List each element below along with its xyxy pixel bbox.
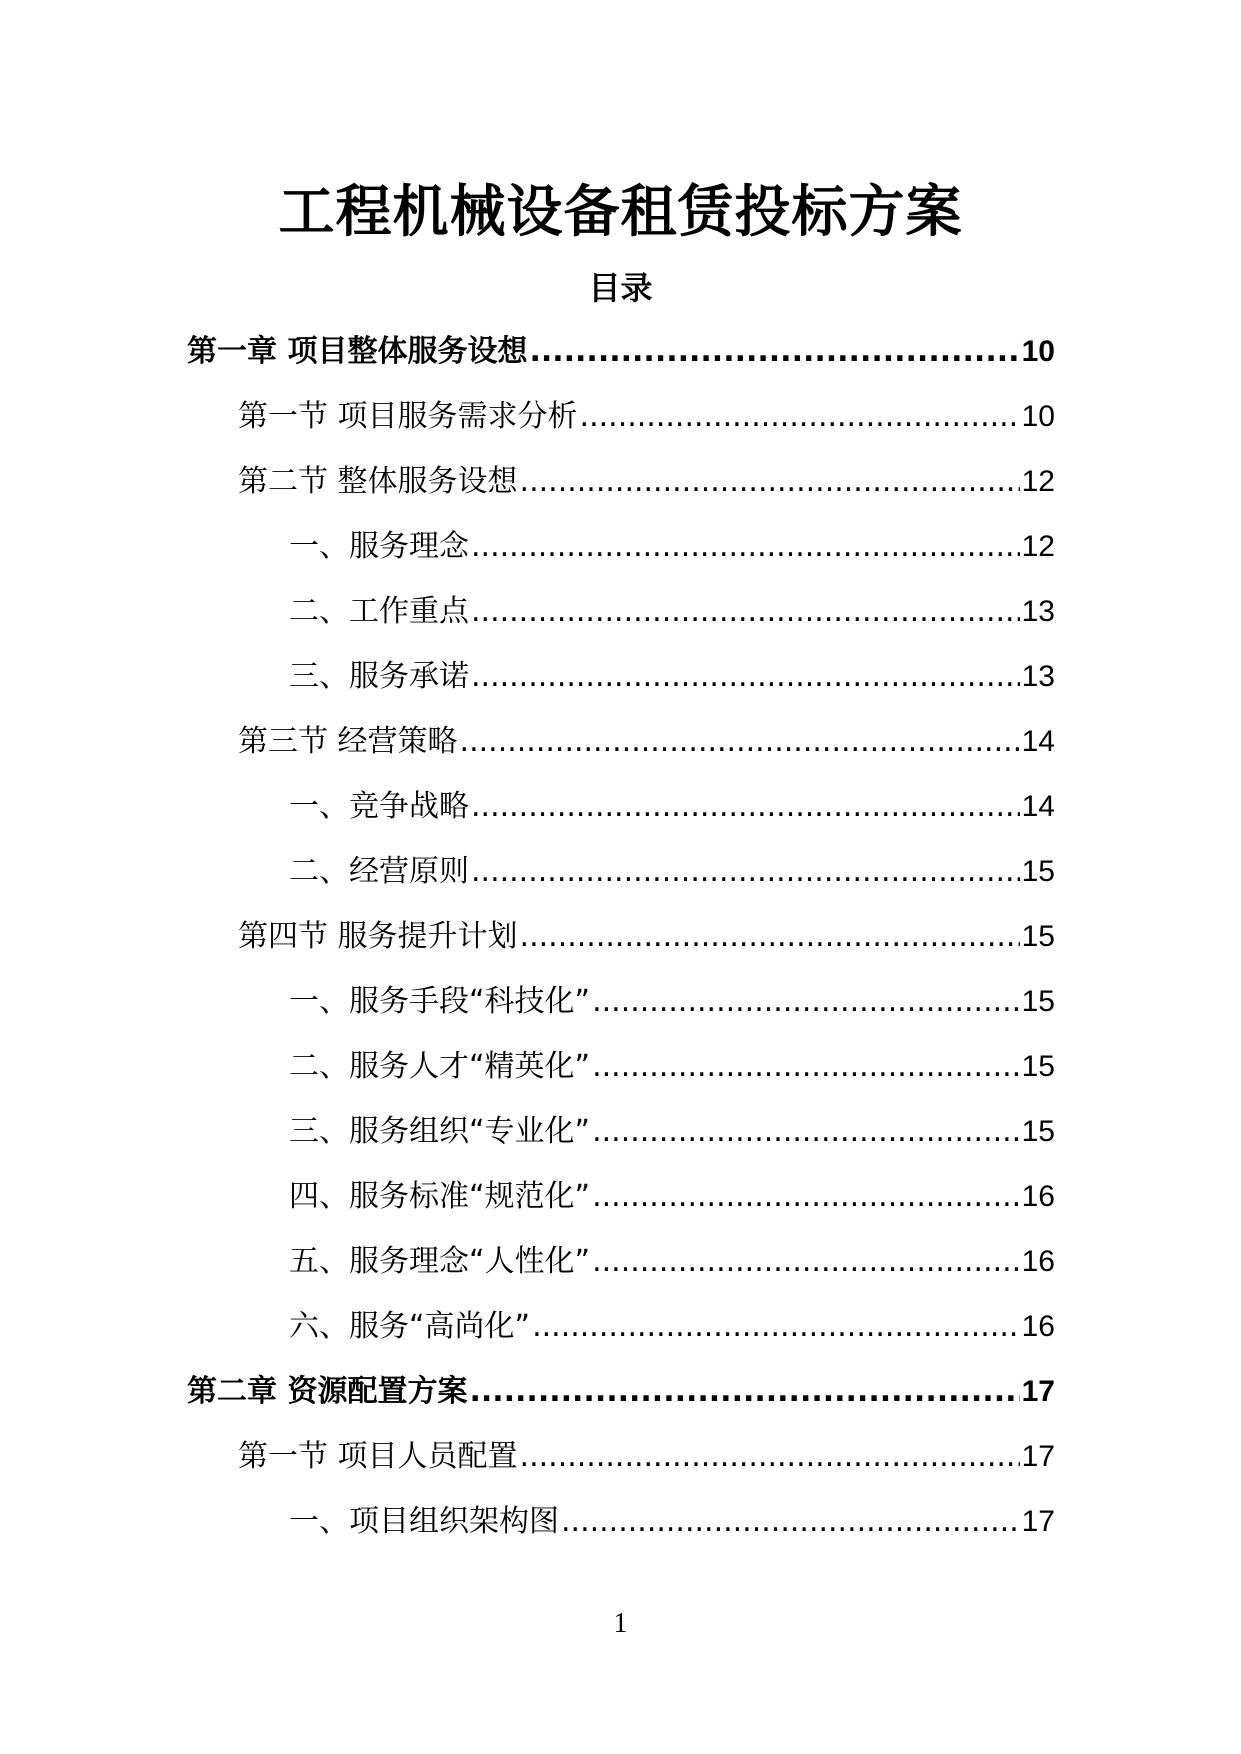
toc-entry-subsection[interactable] [187, 1240, 1055, 1305]
toc-entry-label: 一、服务理念 [289, 529, 469, 564]
toc-dot-leader [592, 1240, 1020, 1284]
toc-entry-subsection[interactable] [187, 1110, 1055, 1175]
toc-dot-leader [469, 1370, 1019, 1414]
toc-entry-section[interactable] [187, 720, 1055, 785]
toc-entry-page: 14 [1021, 790, 1055, 823]
toc-dot-leader [592, 1175, 1020, 1219]
toc-entry-page: 16 [1021, 1245, 1055, 1278]
page-number: 1 [613, 1608, 628, 1639]
toc-dot-leader [561, 1500, 1020, 1544]
toc-entry-subsection[interactable] [187, 1500, 1055, 1565]
page-title: 工程机械设备租赁投标方案 [278, 180, 963, 245]
toc-dot-leader [471, 785, 1020, 829]
toc-entry-label: 二、服务人才“精英化” [289, 1049, 591, 1084]
toc-dot-leader [471, 590, 1020, 634]
toc-entry-label: 二、经营原则 [289, 854, 469, 889]
toc-entry-section[interactable] [187, 1435, 1055, 1500]
toc-entry-label: 二、工作重点 [289, 594, 469, 629]
toc-entry-label: 一、竞争战略 [289, 789, 469, 824]
toc-dot-leader [520, 460, 1020, 504]
toc-entry-page: 12 [1021, 530, 1055, 563]
toc-entry-label: 第二章 资源配置方案 [187, 1374, 468, 1409]
toc-entry-label: 第一节 项目人员配置 [238, 1439, 518, 1474]
toc-dot-leader [471, 655, 1020, 699]
toc-dot-leader [580, 395, 1020, 439]
toc-entry-subsection[interactable] [187, 1045, 1055, 1110]
toc-dot-leader [460, 720, 1020, 764]
toc-entry-label: 三、服务承诺 [289, 659, 469, 694]
toc-entry-section[interactable] [187, 915, 1055, 980]
toc-entry-page: 13 [1021, 595, 1055, 628]
toc-entry-section[interactable] [187, 460, 1055, 525]
toc-dot-leader [592, 1110, 1020, 1154]
toc-entry-label: 三、服务组织“专业化” [289, 1114, 591, 1149]
toc-entry-chapter-2[interactable] [187, 1370, 1055, 1435]
toc-dot-leader [532, 1305, 1020, 1349]
toc-entry-page: 17 [1021, 1505, 1055, 1538]
toc-entry-chapter-1[interactable] [187, 330, 1055, 395]
toc-heading: 目录 [588, 269, 653, 307]
toc-entry-label: 第一章 项目整体服务设想 [187, 334, 528, 369]
toc-entry-page: 12 [1021, 465, 1055, 498]
toc-entry-page: 15 [1021, 1115, 1055, 1148]
toc-entry-label: 第一节 项目服务需求分析 [238, 399, 578, 434]
toc-entry-page: 15 [1021, 1050, 1055, 1083]
toc-entry-label: 第三节 经营策略 [238, 724, 458, 759]
toc-entry-section[interactable] [187, 395, 1055, 460]
toc-entry-subsection[interactable] [187, 850, 1055, 915]
toc-entry-subsection[interactable] [187, 1305, 1055, 1370]
table-of-contents [187, 330, 1055, 1565]
toc-entry-page: 16 [1021, 1180, 1055, 1213]
toc-dot-leader [592, 1045, 1020, 1089]
toc-entry-label: 第四节 服务提升计划 [238, 919, 518, 954]
toc-entry-subsection[interactable] [187, 785, 1055, 850]
toc-entry-page: 14 [1021, 725, 1055, 758]
toc-entry-page: 13 [1021, 660, 1055, 693]
toc-dot-leader [529, 330, 1019, 374]
toc-entry-label: 一、项目组织架构图 [289, 1504, 559, 1539]
toc-entry-subsection[interactable] [187, 525, 1055, 590]
toc-dot-leader [520, 1435, 1020, 1479]
toc-entry-page: 17 [1021, 1440, 1055, 1473]
toc-entry-page: 15 [1021, 920, 1055, 953]
toc-entry-page: 16 [1021, 1310, 1055, 1343]
toc-entry-subsection[interactable] [187, 1175, 1055, 1240]
toc-entry-label: 一、服务手段“科技化” [289, 984, 591, 1019]
toc-entry-page: 15 [1021, 855, 1055, 888]
toc-dot-leader [471, 525, 1020, 569]
toc-entry-label: 五、服务理念“人性化” [289, 1244, 591, 1279]
toc-entry-subsection[interactable] [187, 980, 1055, 1045]
toc-entry-page: 17 [1021, 1375, 1055, 1408]
toc-entry-subsection[interactable] [187, 590, 1055, 655]
toc-entry-label: 四、服务标准“规范化” [289, 1179, 591, 1214]
toc-dot-leader [520, 915, 1020, 959]
toc-entry-page: 10 [1021, 335, 1055, 368]
toc-entry-label: 第二节 整体服务设想 [238, 464, 518, 499]
toc-dot-leader [592, 980, 1020, 1024]
toc-entry-page: 10 [1021, 400, 1055, 433]
toc-entry-subsection[interactable] [187, 655, 1055, 720]
toc-entry-label: 六、服务“高尚化” [289, 1309, 531, 1344]
toc-dot-leader [471, 850, 1020, 894]
toc-entry-page: 15 [1021, 985, 1055, 1018]
